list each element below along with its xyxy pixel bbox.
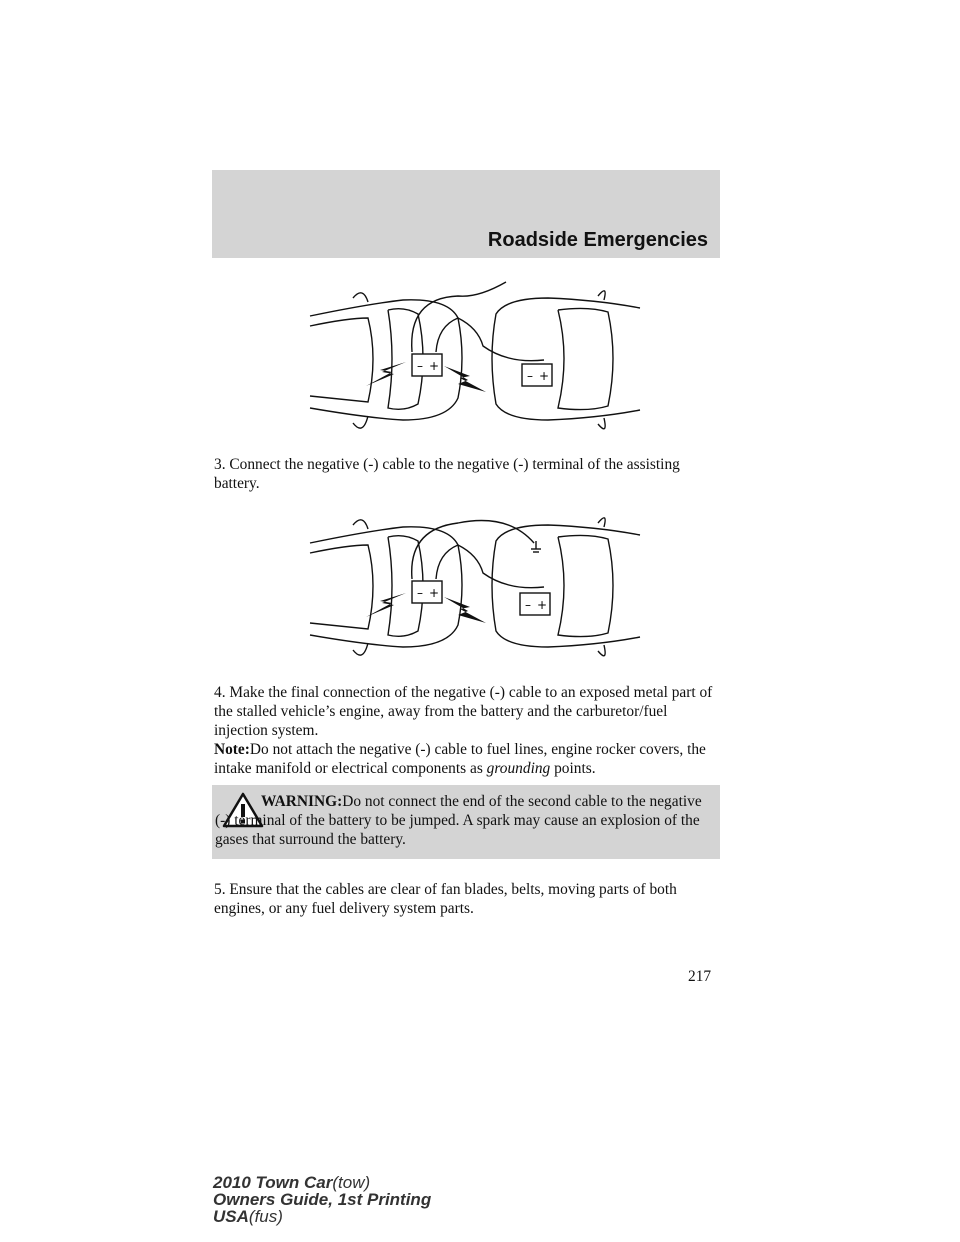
note-text-end: points. (550, 760, 596, 777)
jump-start-diagram-step-3 (308, 278, 642, 443)
section-header (212, 170, 720, 258)
footer-line-2: Owners Guide, 1st Printing (213, 1190, 432, 1209)
spark-icon (444, 597, 486, 623)
footer-line-1: 2010 Town Car(tow) (213, 1173, 371, 1192)
warning-box (212, 785, 720, 859)
warning-label: WARNING: (261, 793, 343, 810)
jump-start-diagram-step-4 (308, 505, 642, 670)
note-paragraph (214, 740, 722, 778)
note-emphasis: grounding (486, 760, 551, 777)
spark-icon (444, 366, 486, 392)
page-number: 217 (688, 968, 712, 985)
section-title: Roadside Emergencies (487, 229, 708, 251)
note-label: Note: (214, 741, 250, 758)
cars-diagram-1 (308, 278, 642, 443)
svg-text:–: – (417, 586, 423, 600)
svg-text:+: + (539, 369, 550, 383)
step-3-text: 3. Connect the negative (-) cable to the negative (-) terminal of the assisting battery. (214, 456, 680, 492)
battery-plus-label: + (429, 359, 440, 373)
warning-text: Do not connect the end of the second cable to the negative (-) terminal of the battery to be jumped. A spark may cause an explosion of the gases that surround the battery. (215, 793, 702, 848)
warning-paragraph (215, 792, 715, 849)
svg-text:+: + (537, 598, 548, 612)
footer-line-3: USA(fus) (213, 1207, 283, 1226)
cars-diagram-2 (308, 505, 642, 670)
battery-minus-label: – (417, 359, 423, 373)
svg-text:–: – (525, 598, 531, 612)
note-text: Do not attach the negative (-) cable to fuel lines, engine rocker covers, the intake manifold or electrical components as (214, 741, 706, 777)
step-4-text: 4. Make the final connection of the negative (-) cable to an exposed metal part of the stalled vehicle’s engine, away from the battery and the carburetor/fuel injection system. (214, 684, 713, 739)
ground-icon (531, 541, 541, 552)
svg-text:+: + (429, 586, 440, 600)
footer (213, 1174, 431, 1225)
step-5-text: 5. Ensure that the cables are clear of fan blades, belts, moving parts of both engines, or any fuel delivery system parts. (214, 881, 677, 917)
svg-text:–: – (527, 369, 533, 383)
